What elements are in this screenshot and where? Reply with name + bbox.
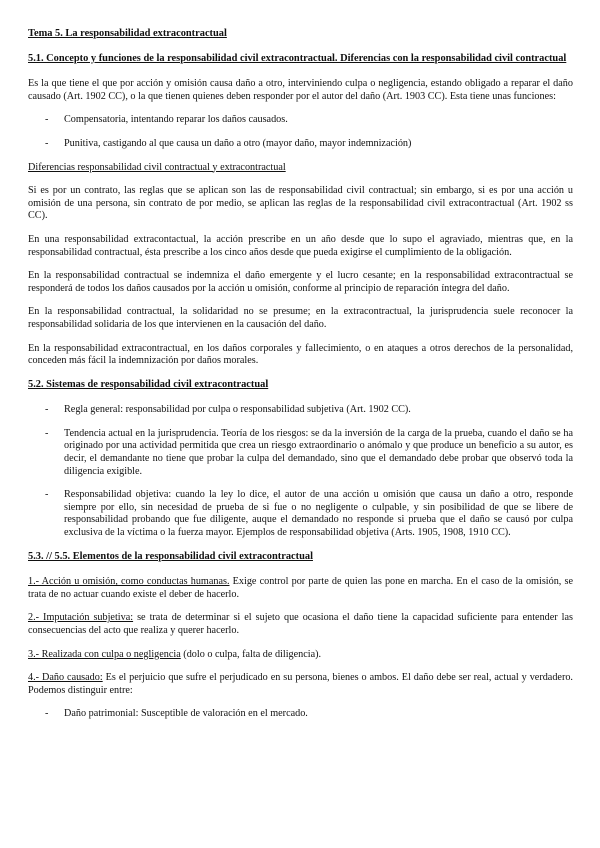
function-text: Punitiva, castigando al que causa un daño a otro (mayor daño, mayor indemnización) bbox=[64, 137, 412, 149]
dash-bullet: - bbox=[45, 708, 49, 720]
list-item bbox=[28, 404, 573, 417]
damage-type-text: Daño patrimonial: Susceptible de valoración en el mercado. bbox=[64, 708, 308, 720]
element-3 bbox=[28, 649, 573, 662]
element-2-text: se trata de determinar si el sujeto que ocasiona el daño tiene la capacidad suficiente para entender las consecuencias del acto que realiza y querer hacerlo. bbox=[28, 612, 573, 636]
dash-bullet: - bbox=[45, 489, 49, 501]
dash-bullet: - bbox=[45, 404, 49, 416]
system-text: Responsabilidad objetiva: cuando la ley lo dice, el autor de una acción u omisión que causa un daño a otro, responde siempre por ello, sin necesidad de prueba de si fue o no negligente o culpable, y sin posibilidad de que se libere de responsabilidad probando que fue diligente, auque el demandado no responde si prueba que el daño se causó por culpa exclusiva de la víctima o la fuerza mayor. Ejemplos de responsabilidad objetiva (Arts. 1905, 1908, 1910 CC). bbox=[64, 489, 573, 539]
dash-bullet: - bbox=[45, 114, 49, 126]
list-item bbox=[28, 489, 573, 539]
functions-list bbox=[28, 114, 573, 150]
document-page bbox=[28, 28, 573, 732]
differences-heading: Diferencias responsabilidad civil contractual y extracontractual bbox=[28, 161, 286, 173]
difference-paragraph: Si es por un contrato, las reglas que se aplican son las de responsabilidad civil contractual; sin embargo, si es por una acción u omisión de una persona, sin contrato de por medio, se aplican las reglas de la responsabilidad civil extracontractual (Art. 1902 ss CC). bbox=[28, 185, 573, 222]
element-2 bbox=[28, 612, 573, 637]
list-item bbox=[28, 428, 573, 478]
element-1-text: Exige control por parte de quien las pone en marcha. En el caso de la omisión, se trata de no actuar cuando existe el deber de hacerlo. bbox=[28, 576, 573, 600]
list-item bbox=[28, 114, 573, 127]
difference-paragraph: En una responsabilidad extracontactual, la acción prescribe en un año desde que lo supo el agraviado, mientras que, en la responsabilidad contractual, ésta prescribe a los cinco años desde que pueda exigirse el cumplimiento de la obligación. bbox=[28, 233, 573, 258]
section-2-heading: 5.2. Sistemas de responsabilidad civil extracontractual bbox=[28, 378, 269, 390]
element-4-label: 4.- Daño causado: bbox=[28, 672, 103, 684]
difference-paragraph: En la responsabilidad extracontractual, en los daños corporales y fallecimiento, o en ataques a otros derechos de la personalidad, conceden más fácil la indemnización por daños morales. bbox=[28, 342, 573, 367]
element-3-text: (dolo o culpa, falta de diligencia). bbox=[180, 648, 322, 660]
function-text: Compensatoria, intentando reparar los daños causados. bbox=[64, 114, 288, 126]
system-text: Tendencia actual en la jurisprudencia. Teoría de los riesgos: se da la inversión de la carga de la prueba, cuando el daño se ha originado por una actividad permitida que crea un riesgo extraordinario o anómalo y que produce un beneficio a su autor, es decir, el demandante no tiene que probar la culpa del demandado, sino que el demandado debe probar que observó toda la diligencia exigible. bbox=[64, 427, 573, 477]
list-item bbox=[28, 708, 573, 721]
system-text: Regla general: responsabilidad por culpa o responsabilidad subjetiva (Art. 1902 CC). bbox=[64, 404, 411, 416]
element-1 bbox=[28, 576, 573, 601]
section-1-heading: 5.1. Concepto y funciones de la responsabilidad civil extracontractual. Diferencias con la responsabilidad civil contractual bbox=[28, 52, 567, 64]
dash-bullet: - bbox=[45, 137, 49, 149]
damage-types-list bbox=[28, 708, 573, 721]
section-1-intro: Es la que tiene el que por acción y omisión causa daño a otro, interviniendo culpa o negligencia, estando obligado a reparar el daño causado (Art. 1902 CC), o la que tienen quienes deben responder por el autor del daño (Art. 1903 CC). Esta tiene unas funciones: bbox=[28, 78, 573, 102]
list-item bbox=[28, 138, 573, 151]
element-2-label: 2.- Imputación subjetiva: bbox=[28, 612, 134, 624]
element-4 bbox=[28, 672, 573, 697]
section-3-heading: 5.3. // 5.5. Elementos de la responsabilidad civil extracontractual bbox=[28, 550, 313, 562]
difference-paragraph: En la responsabilidad contractual se indemniza el daño emergente y el lucro cesante; en la responsabilidad extracontractual se responderá de todos los daños causados por la acción u omisión, conforme al principio de reparación íntegra del daño. bbox=[28, 270, 573, 294]
difference-paragraph: En la responsabilidad contractual, la solidaridad no se presume; en la extracontractual, la jurisprudencia suele reconocer la responsabilidad solidaria de los que intervienen en la causación del daño. bbox=[28, 306, 573, 330]
dash-bullet: - bbox=[45, 427, 49, 439]
element-3-label: 3.- Realizada con culpa o negligencia bbox=[28, 648, 181, 660]
element-4-text: Es el perjuicio que sufre el perjudicado en su persona, bienes o ambos. El daño debe ser real, actual y verdadero. Podemos distinguir entre: bbox=[28, 672, 573, 696]
systems-list bbox=[28, 404, 573, 539]
document-title: Tema 5. La responsabilidad extracontractual bbox=[28, 28, 227, 39]
element-1-label: 1.- Acción u omisión, como conductas humanas. bbox=[28, 576, 230, 588]
